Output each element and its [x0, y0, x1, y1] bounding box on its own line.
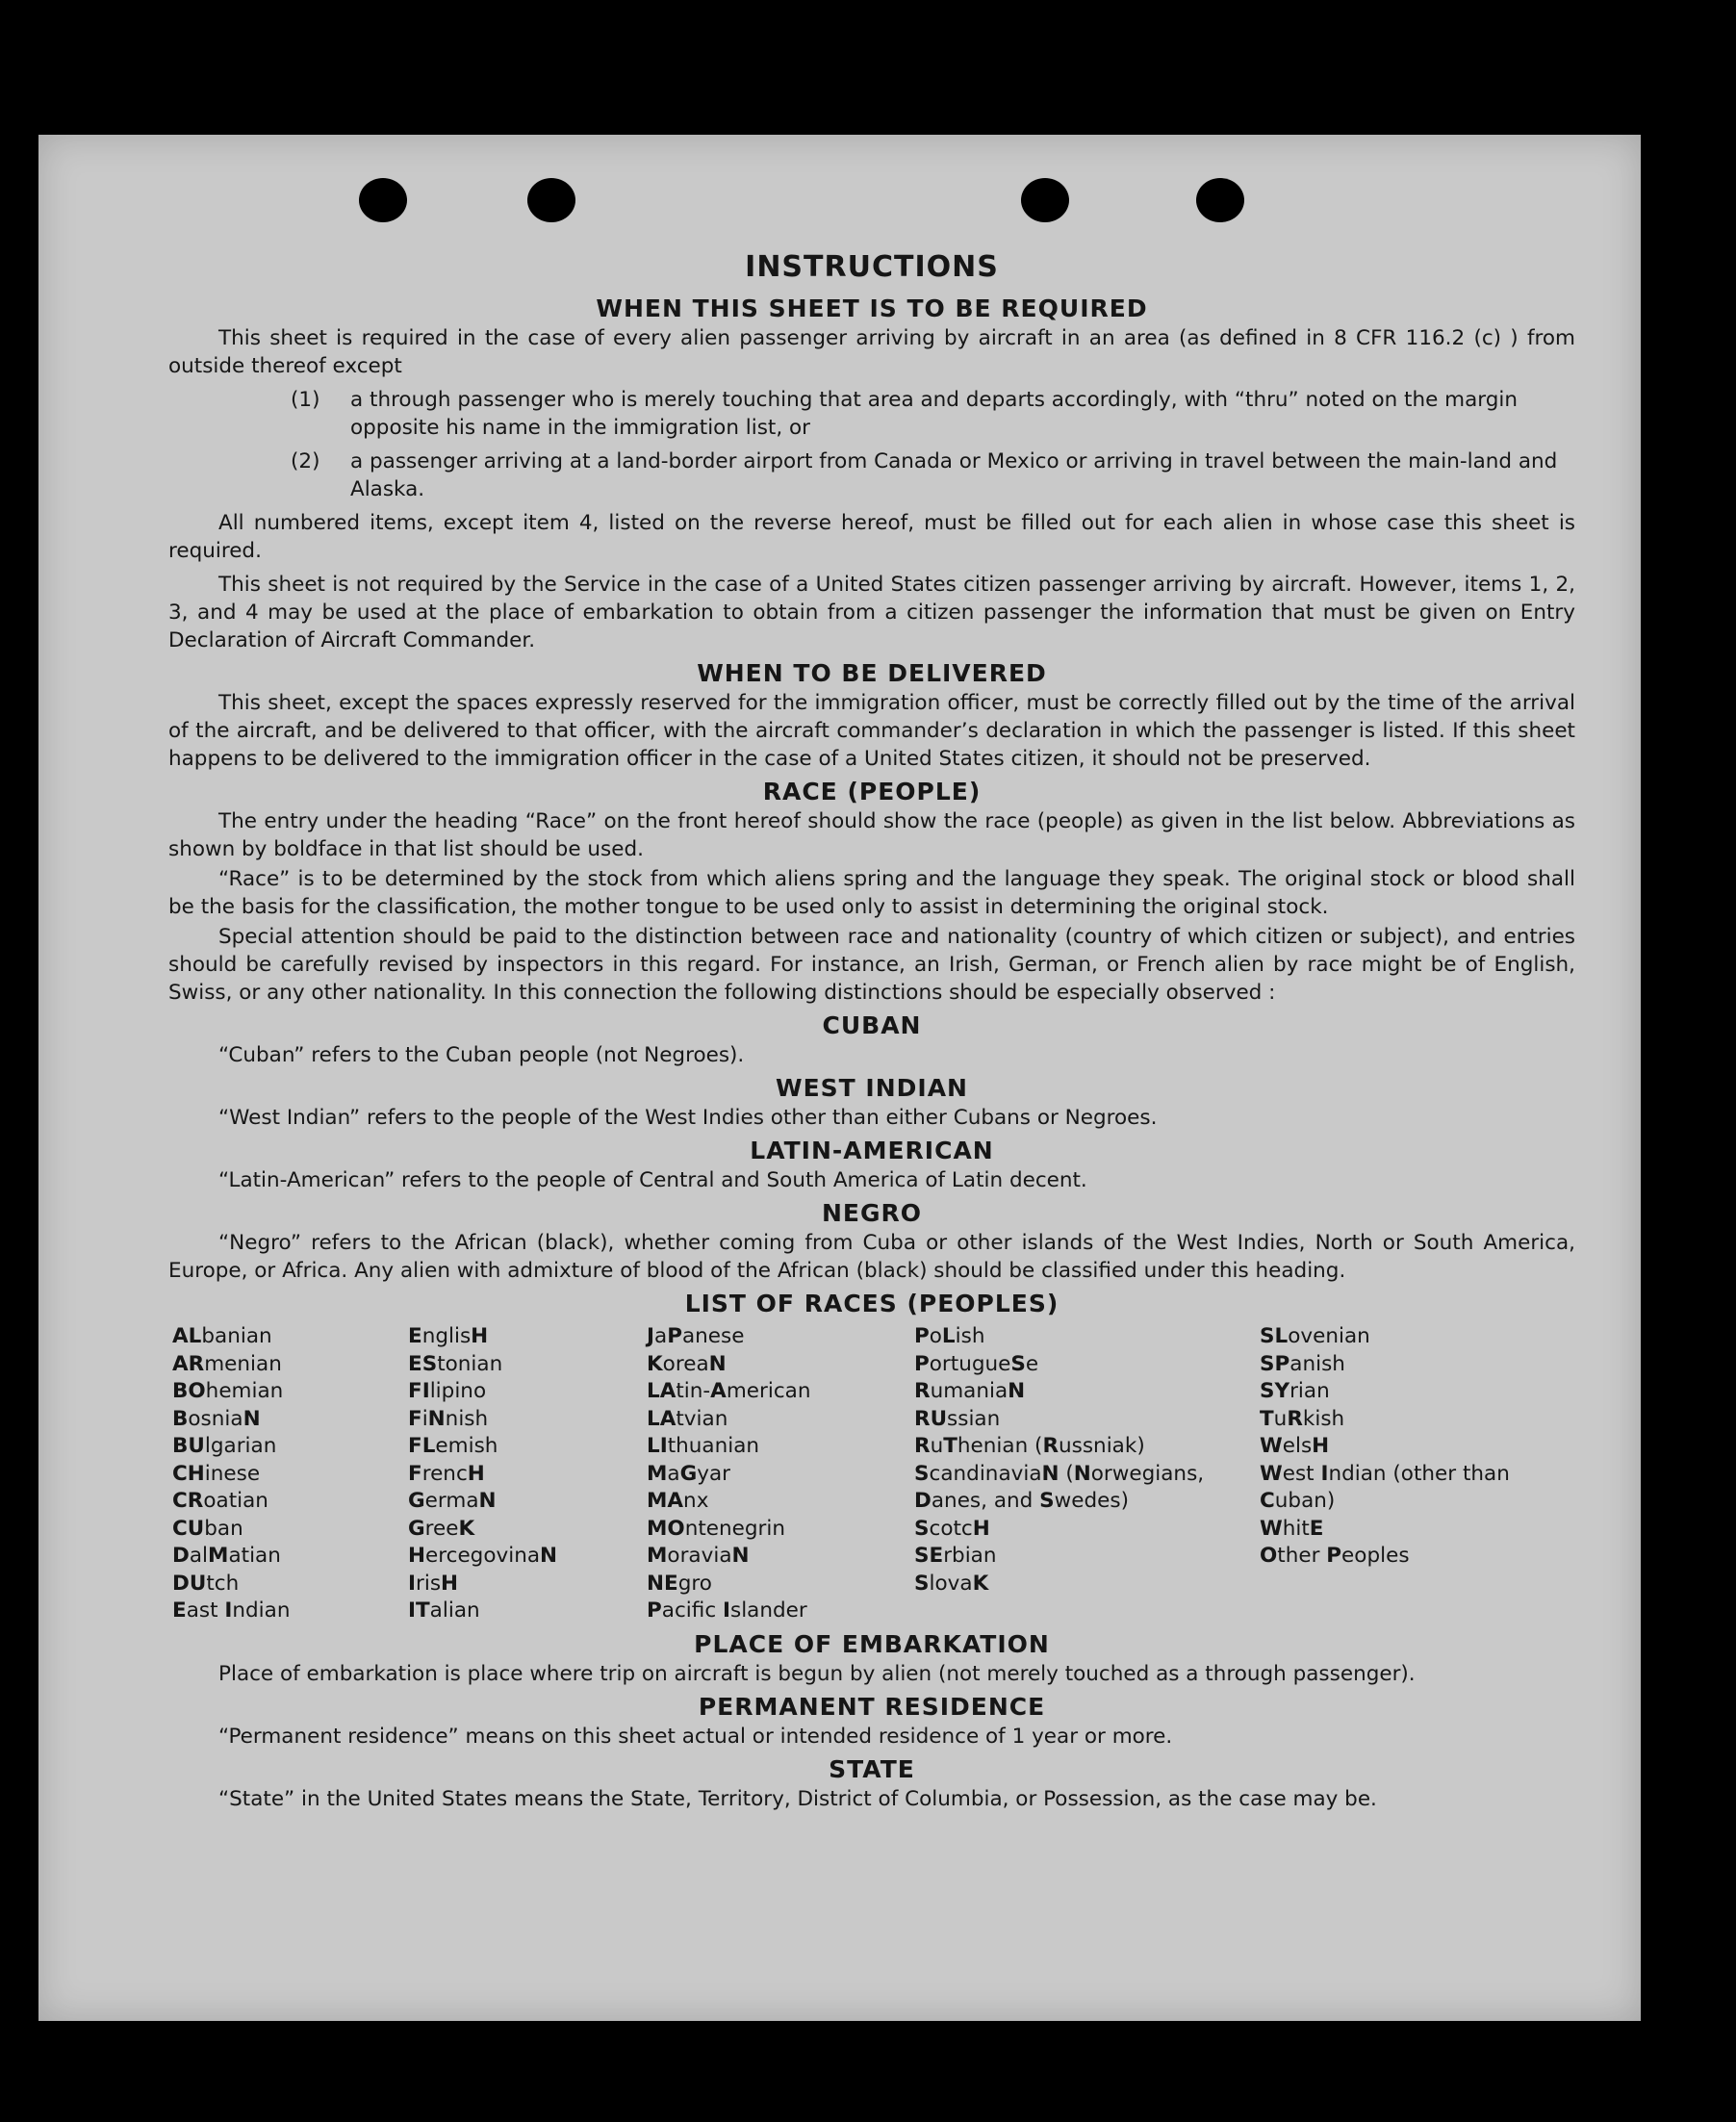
definition-text-latin-american: “Latin-American” refers to the people of Central and South America of Latin decent. — [218, 1168, 1087, 1192]
race-item: FLemish — [408, 1434, 498, 1458]
race-item: SErbian — [914, 1544, 997, 1568]
exception-item — [168, 447, 1575, 503]
race-paragraph-1: The entry under the heading “Race” on the front hereof should show the race (people) as given in the list below. Abbreviations as shown by boldface in that list should be used. — [168, 809, 1575, 861]
section-title-embarkation: PLACE OF EMBARKATION — [694, 1629, 1050, 1658]
numbered-items-paragraph: All numbered items, except item 4, listed on the reverse hereof, must be filled out for each alien in whose case this sheet is required. — [168, 511, 1575, 563]
race-item: GermaN — [408, 1489, 497, 1513]
race-item: CHinese — [172, 1461, 261, 1486]
race-item: CUban — [172, 1516, 243, 1541]
section-title-when-required: WHEN THIS SHEET IS TO BE REQUIRED — [596, 294, 1148, 322]
race-item: BOhemian — [172, 1379, 284, 1403]
race-item: HercegovinaN — [408, 1544, 558, 1568]
race-item: LAtvian — [647, 1406, 728, 1431]
race-item: BUlgarian — [172, 1434, 277, 1458]
definition-title-negro: NEGRO — [821, 1199, 923, 1227]
race-item: CRoatian — [172, 1489, 268, 1513]
punch-hole — [1021, 178, 1069, 222]
races-column — [647, 1323, 914, 1625]
race-item: Pacifc Islander — [647, 1598, 807, 1623]
punch-hole — [527, 178, 575, 222]
race-item: DalMatian — [172, 1544, 281, 1568]
race-item: WelsH — [1260, 1434, 1330, 1458]
document-sheet — [38, 135, 1641, 2021]
section-title-when-delivered: WHEN TO BE DELIVERED — [697, 659, 1047, 687]
race-item: PoLish — [914, 1324, 985, 1348]
section-title-races-list: LIST OF RACES (PEOPLES) — [684, 1290, 1059, 1317]
race-item: KoreaN — [647, 1351, 727, 1376]
race-item: FIlipino — [408, 1379, 487, 1403]
race-item: PortugueSe — [914, 1351, 1039, 1376]
punch-hole — [359, 178, 407, 222]
section-title-state: STATE — [829, 1754, 915, 1783]
exception-text: a passenger arriving at a land-border airport from Canada or Mexico or arriving in travel between the main-land and Alaska. — [350, 449, 1558, 501]
races-column — [168, 1323, 408, 1625]
when-required-intro: This sheet is required in the case of every alien passenger arriving by aircraft in an area (as defined in 8 CFR 116.2 (c) ) from outside thereof except — [168, 326, 1575, 378]
exception-text: a through passenger who is merely touching that area and departs accordingly, with “thru” noted on the margin opposite his name in the immigration list, or — [350, 388, 1519, 440]
instructions-content — [168, 250, 1575, 1813]
exception-number: (1) — [291, 388, 320, 412]
race-item: RumaniaN — [914, 1379, 1026, 1403]
races-column — [914, 1323, 1260, 1625]
race-item: IrisH — [408, 1571, 459, 1596]
race-paragraph-3: Special attention should be paid to the distinction between race and nationality (country of which citizen or subject), and entries should be carefully revised by inspectors in this regard. For instance, an Irish, German, or French alien by race might be of English, Swiss, or any other nationality. In this connection the following distinctions should be especially observed : — [168, 925, 1575, 1005]
race-item: SLovenian — [1260, 1324, 1370, 1348]
race-item: West Indian (other than Cuban) — [1260, 1461, 1510, 1513]
races-column — [1260, 1323, 1548, 1625]
race-item: LIthuanian — [647, 1434, 760, 1458]
exception-item — [168, 386, 1575, 442]
definition-text-west-indian: “West Indian” refers to the people of the West Indies other than either Cubans or Negroes. — [218, 1106, 1158, 1130]
races-table — [168, 1323, 1575, 1625]
race-item: SYrian — [1260, 1379, 1330, 1403]
race-item: FiNnish — [408, 1406, 489, 1431]
race-item: JaPanese — [647, 1324, 745, 1348]
race-item: MoraviaN — [647, 1544, 750, 1568]
exception-number: (2) — [291, 449, 320, 473]
race-item: SlovaK — [914, 1571, 989, 1596]
race-item: NEgro — [647, 1571, 712, 1596]
race-item: RuThenian (Russniak) — [914, 1434, 1145, 1458]
embarkation-text: Place of embarkation is place where trip on aircraft is begun by alien (not merely touched as a through passenger). — [218, 1661, 1416, 1686]
residence-text: “Permanent residence” means on this sheet actual or intended residence of 1 year or more. — [218, 1724, 1173, 1749]
race-item: ARmenian — [172, 1351, 282, 1376]
race-item: ITalian — [408, 1598, 480, 1623]
race-item: SPanish — [1260, 1351, 1345, 1376]
race-item: TuRkish — [1260, 1406, 1345, 1431]
race-item: ScotcH — [914, 1516, 990, 1541]
when-delivered-text: This sheet, except the spaces expressly reserved for the immigration officer, must be correctly filled out by the time of the arrival of the aircraft, and be delivered to that officer, with the aircraft commander’s declaration in which the passenger is listed. If this sheet happens to be delivered to the immigration officer in the case of a United States citizen, it should not be preserved. — [168, 691, 1575, 771]
race-item: RUssian — [914, 1406, 1001, 1431]
race-item: DUtch — [172, 1571, 240, 1596]
race-item: WhitE — [1260, 1516, 1324, 1541]
race-item: MOntenegrin — [647, 1516, 785, 1541]
race-item: EStonian — [408, 1351, 503, 1376]
race-item: FrencH — [408, 1461, 485, 1486]
punch-hole — [1196, 178, 1244, 222]
race-item: BosniaN — [172, 1406, 261, 1431]
race-item: LAtin-American — [647, 1379, 811, 1403]
race-item: Other Peoples — [1260, 1544, 1410, 1568]
race-item: MAnx — [647, 1489, 709, 1513]
race-item: ScandinaviaN (Norwegians, Danes, and Swedes) — [914, 1461, 1205, 1513]
races-column — [408, 1323, 647, 1625]
definition-title-west-indian: WEST INDIAN — [776, 1074, 968, 1102]
definition-text-negro: “Negro” refers to the African (black), whether coming from Cuba or other islands of the West Indies, North or South America, Europe, or Africa. Any alien with admixture of blood of the African (black) should be classified under this heading. — [168, 1231, 1575, 1283]
definition-title-cuban: CUBAN — [822, 1011, 922, 1039]
section-title-race: RACE (PEOPLE) — [762, 778, 982, 805]
race-item: GreeK — [408, 1516, 475, 1541]
definition-text-cuban: “Cuban” refers to the Cuban people (not Negroes). — [218, 1043, 745, 1067]
race-item: MaGyar — [647, 1461, 731, 1486]
state-text: “State” in the United States means the State, Territory, District of Columbia, or Possession, as the case may be. — [218, 1786, 1377, 1811]
section-title-residence: PERMANENT RESIDENCE — [698, 1692, 1046, 1721]
race-item: EnglisH — [408, 1324, 489, 1348]
race-item: East Indian — [172, 1598, 291, 1623]
race-paragraph-2: “Race” is to be determined by the stock from which aliens spring and the language they speak. The original stock or blood shall be the basis for the classification, the mother tongue to be used only to assist in determining the original stock. — [168, 867, 1575, 919]
definition-title-latin-american: LATIN-AMERICAN — [750, 1137, 994, 1164]
citizen-paragraph: This sheet is not required by the Service in the case of a United States citizen passenger arriving by aircraft. However, items 1, 2, 3, and 4 may be used at the place of embarkation to obtain from a citizen passenger the information that must be given on Entry Declaration of Aircraft Commander. — [168, 573, 1575, 652]
page-title: INSTRUCTIONS — [745, 250, 999, 284]
race-item: ALbanian — [172, 1324, 272, 1348]
